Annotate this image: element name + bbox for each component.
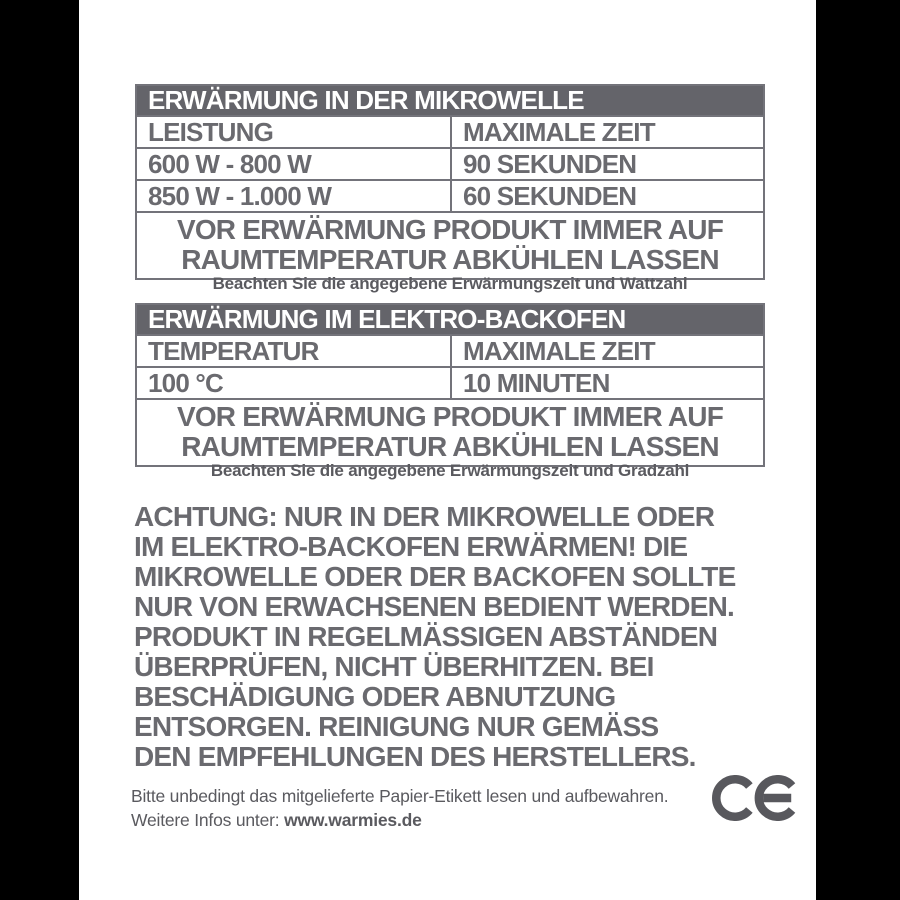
note-line2 (131, 808, 668, 832)
table-title-microwave: ERWÄRMUNG IN DER MIKROWELLE (137, 86, 763, 115)
note-line2-prefix: Weitere Infos unter: (131, 810, 285, 830)
warning-line: PRODUKT IN REGELMÄSSIGEN ABSTÄNDEN (134, 621, 718, 652)
max-time-cell: 60 SEKUNDEN (450, 181, 763, 211)
warning-line: ENTSORGEN. REINIGUNG NUR GEMÄSS (134, 711, 659, 742)
footer-note-line1: VOR ERWÄRMUNG PRODUKT IMMER AUF (176, 401, 724, 432)
warning-line: NUR VON ERWACHSENEN BEDIENT WERDEN. (134, 591, 734, 622)
power-range-cell: 600 W - 800 W (148, 149, 311, 179)
right-black-bar (816, 0, 900, 900)
column-header-maximale-zeit: MAXIMALE ZEIT (450, 336, 763, 366)
website-url: www.warmies.de (284, 810, 422, 830)
column-header-leistung: LEISTUNG (148, 117, 274, 147)
footer-note-line2: RAUMTEMPERATUR ABKÜHLEN LASSEN (181, 431, 719, 462)
table-footer-note (137, 211, 763, 278)
table-row (137, 179, 763, 211)
temperature-cell: 100 °C (148, 368, 223, 398)
max-time-cell: 90 SEKUNDEN (450, 149, 763, 179)
microwave-table-caption: Beachten Sie die angegebene Erwärmungszeit und Wattzahl (212, 274, 688, 293)
column-header-temperatur: TEMPERATUR (148, 336, 319, 366)
power-range-cell: 850 W - 1.000 W (148, 181, 332, 211)
footer-note-line1: VOR ERWÄRMUNG PRODUKT IMMER AUF (176, 214, 724, 245)
warning-line: ACHTUNG: NUR IN DER MIKROWELLE ODER (134, 501, 715, 532)
warning-paragraph (134, 502, 794, 772)
table-title-oven: ERWÄRMUNG IM ELEKTRO-BACKOFEN (137, 305, 763, 334)
ce-mark-icon (712, 775, 804, 821)
note-line1: Bitte unbedingt das mitgelieferte Papier-Etikett lesen und aufbewahren. (131, 786, 669, 806)
max-time-cell: 10 MINUTEN (450, 368, 763, 398)
left-black-bar (0, 0, 79, 900)
oven-table-caption: Beachten Sie die angegebene Erwärmungszeit und Gradzahl (210, 461, 690, 480)
footer-note-line2: RAUMTEMPERATUR ABKÜHLEN LASSEN (181, 244, 719, 275)
warning-line: BESCHÄDIGUNG ODER ABNUTZUNG (134, 681, 616, 712)
warning-line: ÜBERPRÜFEN, NICHT ÜBERHITZEN. BEI (134, 651, 654, 682)
warning-line: MIKROWELLE ODER DER BACKOFEN SOLLTE (134, 561, 736, 592)
table-footer-note (137, 398, 763, 465)
table-header-row (137, 115, 763, 147)
microwave-heating-table (135, 84, 765, 280)
oven-heating-table (135, 303, 765, 467)
paper-label-note (131, 784, 668, 832)
warning-line: IM ELEKTRO-BACKOFEN ERWÄRMEN! DIE (134, 531, 688, 562)
table-header-row (137, 334, 763, 366)
table-row (137, 147, 763, 179)
table-row (137, 366, 763, 398)
warning-line: DEN EMPFEHLUNGEN DES HERSTELLERS. (134, 741, 696, 772)
column-header-maximale-zeit: MAXIMALE ZEIT (450, 117, 763, 147)
